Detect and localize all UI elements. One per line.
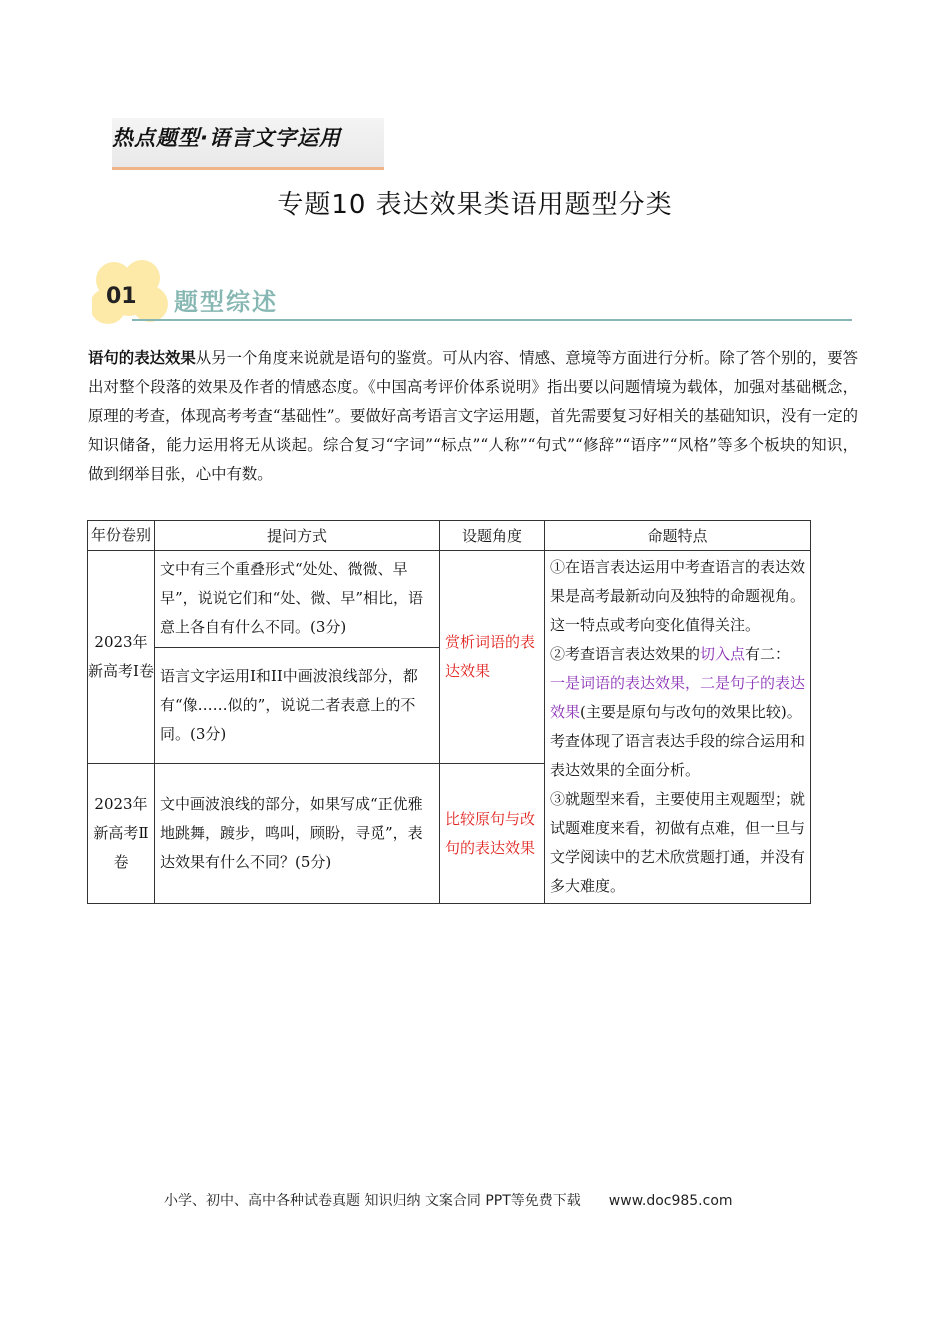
section-header [92,258,852,328]
features-cell [545,551,811,904]
page-footer [164,1190,733,1210]
feature-2-highlight: 一是词语的表达效果，二是句子的表达效果 [550,674,806,721]
page-title: 专题10 表达效果类语用题型分类 [277,190,673,220]
feature-2-keyword: 切入点 [700,645,746,663]
intro-paragraph [88,344,858,489]
feature-3: ③就题型来看，主要使用主观题型；就试题难度来看，初做有点难，但一旦与文学阅读中的艺术欣赏题打通，并没有多大难度。 [550,790,806,895]
angle-cell: 赏析词语的表达效果 [440,551,545,764]
question-cell: 文中画波浪线的部分，如果写成“正优雅地跳舞，踱步，鸣叫，顾盼，寻觅”，表达效果有什么不同？(5分) [155,764,440,904]
feature-2-lead: ②考查语言表达效果的 [550,645,701,663]
feature-1: ①在语言表达运用中考查语言的表达效果是高考最新动向及独特的命题视角。这一特点或考向变化值得关注。 [550,558,806,634]
footer-url[interactable]: www.doc985.com [608,1193,733,1209]
table-header-row [88,521,811,551]
intro-body: 从另一个角度来说就是语句的鉴赏。可从内容、情感、意境等方面进行分析。除了答个别的，要答出对整个段落的效果及作者的情感态度。《中国高考评价体系说明》指出要以问题情境为载体，加强对基础概念，原理的考查，体现高考考查“基础性”。要做好高考语言文字运用题，首先需要复习好相关的基础知识，没有一定的知识储备，能力运用将无从谈起。综合复习“字词”“标点”“人称”“句式”“修辞”“语序”“风格”等多个板块的知识，做到纲举目张，心中有数。 [88,349,858,483]
header-question: 提问方式 [155,521,440,551]
angle-cell: 比较原句与改句的表达效果 [440,764,545,904]
section-number: 01 [106,284,137,309]
header-angle: 设题角度 [440,521,545,551]
feature-2-colon: 有二： [745,645,791,663]
question-cell: 文中有三个重叠形式“处处、微微、早早”，说说它们和“处、微、早”相比，语意上各自有什么不同。(3分) [155,551,440,648]
topic-tag-text: 热点题型·语言文字运用 [112,126,341,150]
feature-2-rest: (主要是原句与改句的效果比较)。考查体现了语言表达手段的综合运用和表达效果的全面分析。 [550,703,806,779]
year-cell: 2023年新高考Ⅱ卷 [88,764,155,904]
summary-table [87,520,811,904]
header-year: 年份卷别 [88,521,155,551]
intro-lead: 语句的表达效果 [88,349,196,367]
question-cell: 语言文字运用I和II中画波浪线部分，都有“像……似的”，说说二者表意上的不同。(3分) [155,647,440,764]
table-row [88,551,811,648]
topic-tag-banner [112,118,384,170]
header-features: 命题特点 [545,521,811,551]
year-cell: 2023年新高考Ⅰ卷 [88,551,155,764]
footer-text: 小学、初中、高中各种试卷真题 知识归纳 文案合同 PPT等免费下载 [164,1193,581,1209]
section-title: 题型综述 [174,288,278,316]
